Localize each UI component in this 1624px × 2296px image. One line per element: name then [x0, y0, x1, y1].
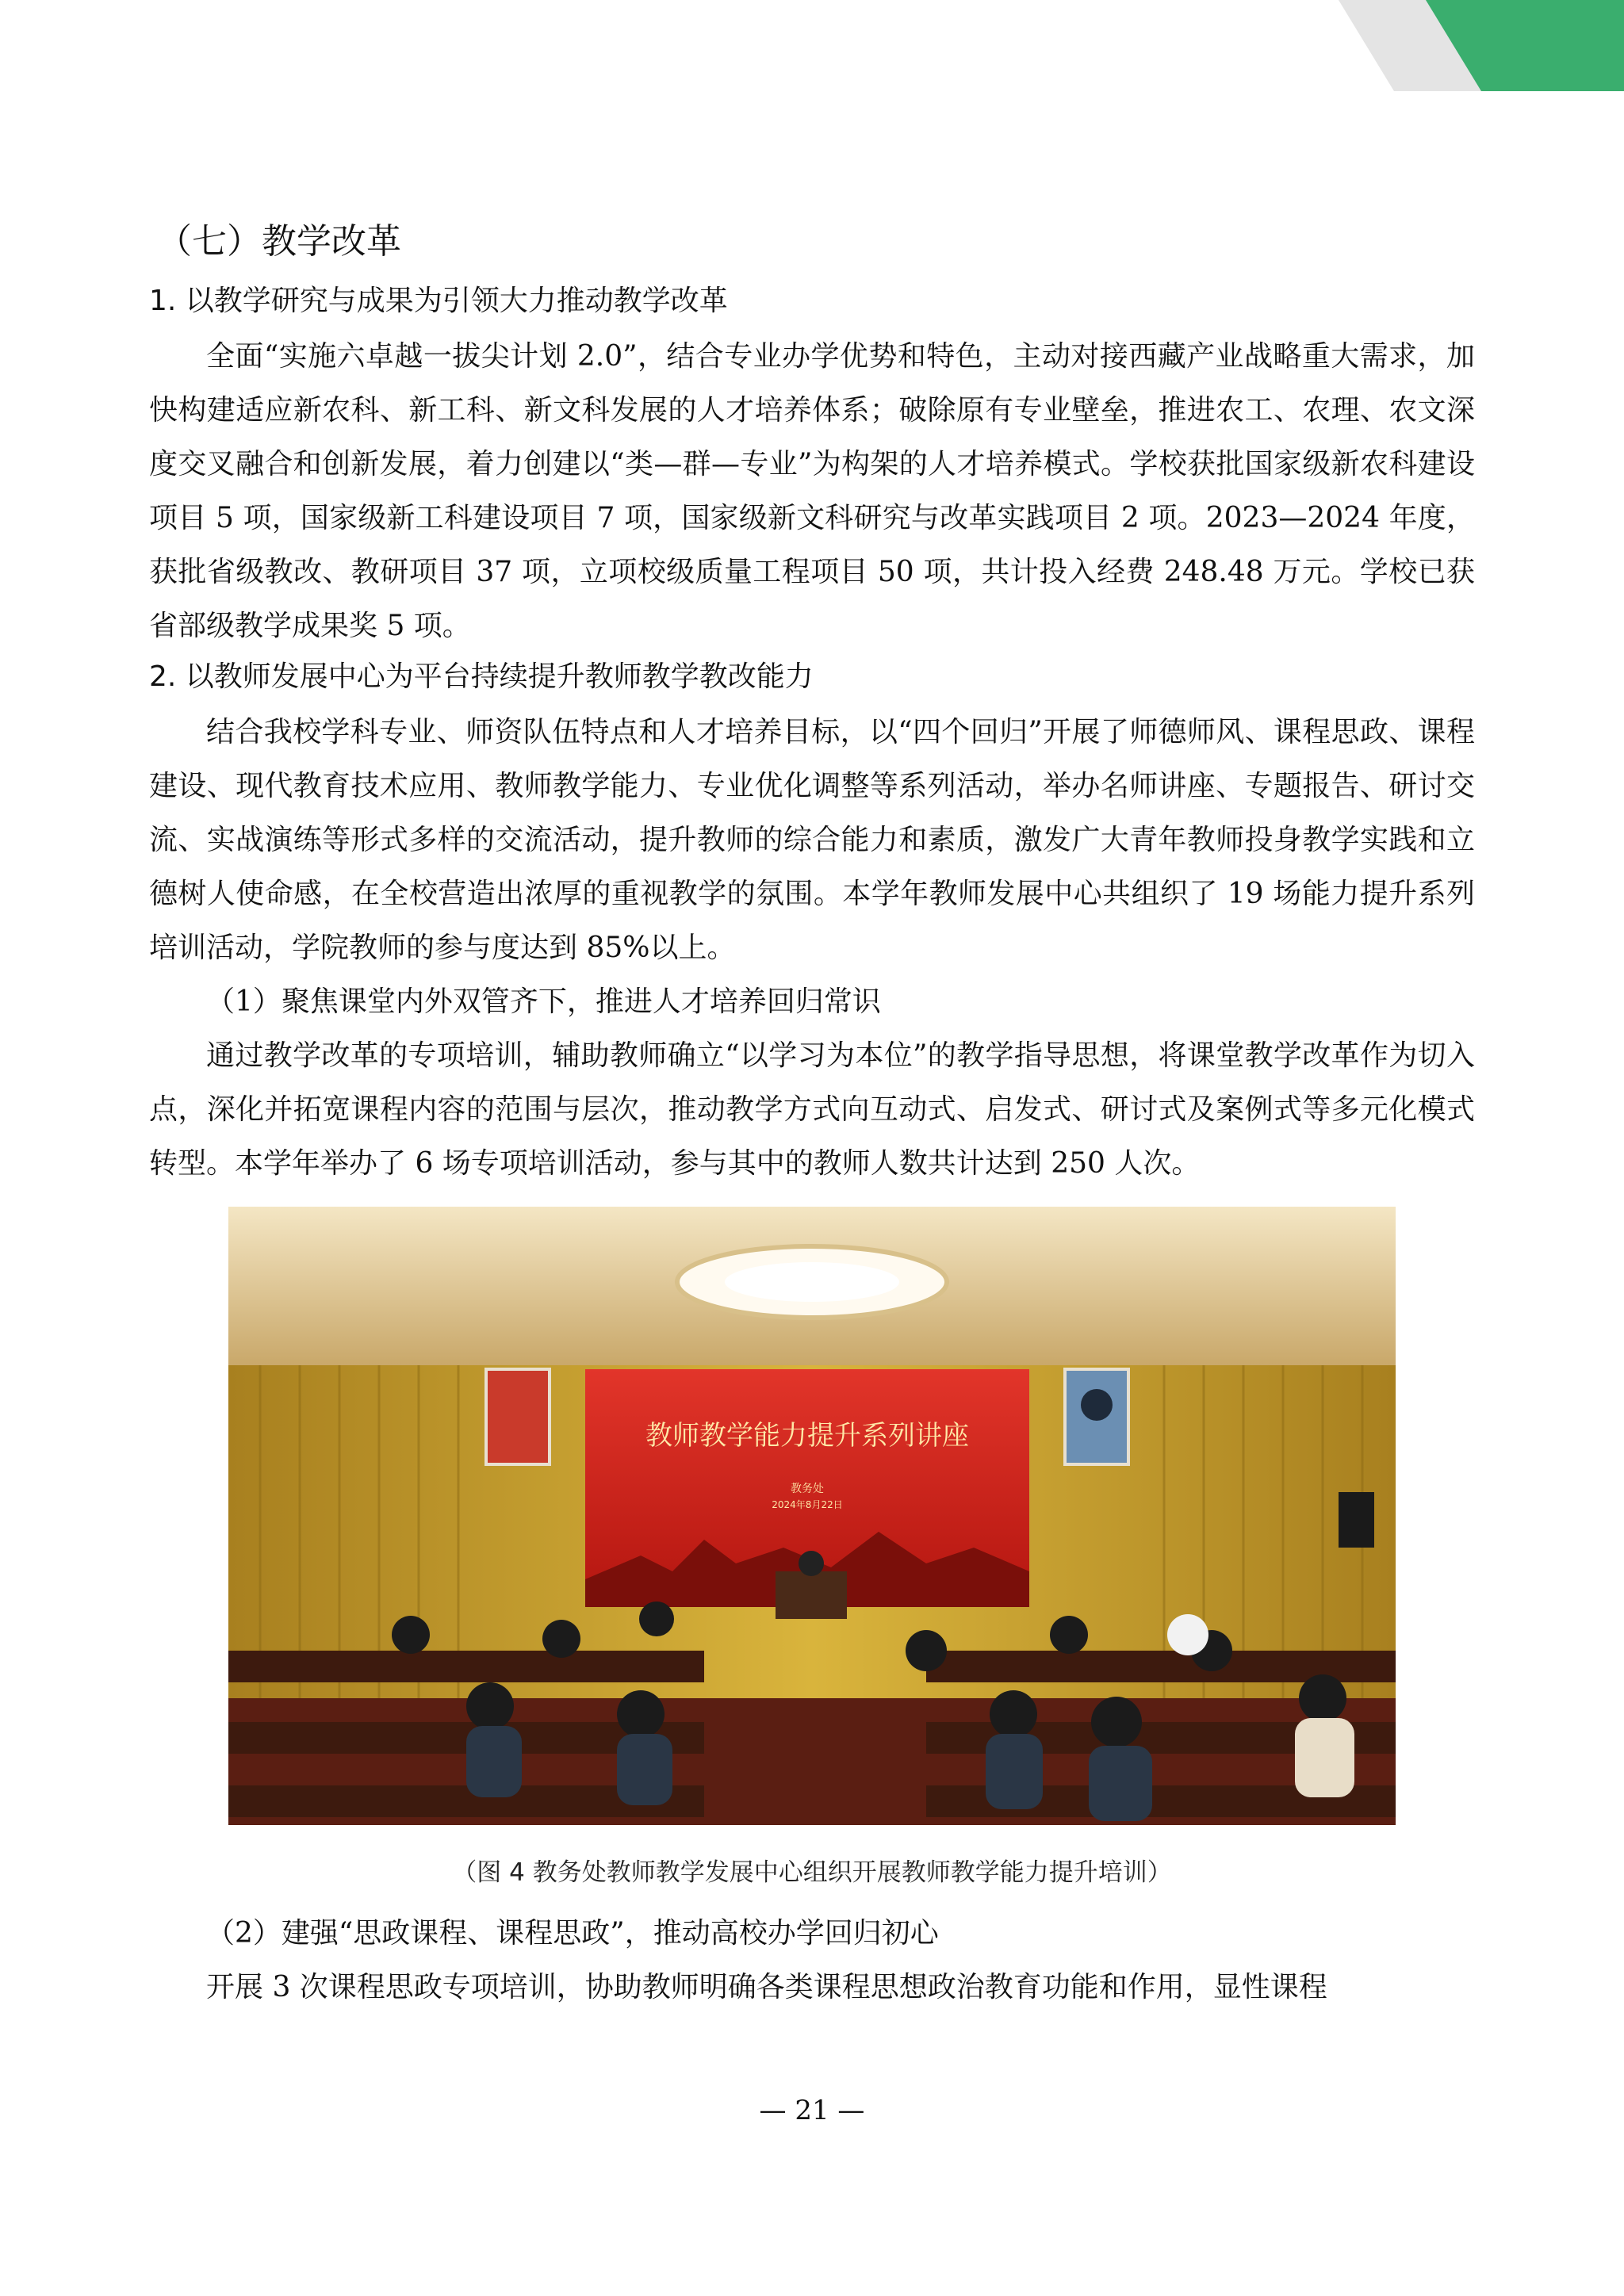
lecture-photo	[228, 1207, 1396, 1825]
banner-date: 2024年8月22日	[772, 1499, 843, 1510]
subsection-1-paragraph: 全面“实施六卓越一拔尖计划 2.0”，结合专业办学优势和特色，主动对接西藏产业战略重大需求，加快构建适应新农科、新工科、新文科发展的人才培养体系；破除原有专业壁垒，推进农工、农理、农文深度交叉融合和创新发展，着力创建以“类—群—专业”为构架的人才培养模式。学校获批国家级新农科建设项目 5 项，国家级新工科建设项目 7 项，国家级新文科研究与改革实践项目 2 项。2023—2024 年度，获批省级教改、教研项目 37 项，立项校级质量工程项目 50 项，共计投入经费 248.48 万元。学校已获省部级教学成果奖 5 项。	[149, 340, 1475, 642]
banner-org: 教务处	[791, 1483, 824, 1495]
section-title: （七）教学改革	[157, 221, 401, 262]
figure-caption: （图 4 教务处教师教学发展中心组织开展教师教学能力提升培训）	[452, 1858, 1172, 1887]
subsection-2-paragraph: 结合我校学科专业、师资队伍特点和人才培养目标，以“四个回归”开展了师德师风、课程思政、课程建设、现代教育技术应用、教师教学能力、专业优化调整等系列活动，举办名师讲座、专题报告、研讨交流、实战演练等形式多样的交流活动，提升教师的综合能力和素质，激发广大青年教师投身教学实践和立德树人使命感，在全校营造出浓厚的重视教学的氛围。本学年教师发展中心共组织了 19 场能力提升系列培训活动，学院教师的参与度达到 85%以上。	[149, 716, 1475, 964]
item-1-paragraph: 通过教学改革的专项培训，辅助教师确立“以学习为本位”的教学指导思想，将课堂教学改革作为切入点，深化并拓宽课程内容的范围与层次，推动教学方式向互动式、启发式、研讨式及案例式等多元化模式转型。本学年举办了 6 场专项培训活动，参与其中的教师人数共计达到 250 人次。	[149, 1039, 1475, 1180]
banner-title: 教师教学能力提升系列讲座	[645, 1420, 969, 1452]
item-2-title: （2）建强“思政课程、课程思政”，推动高校办学回归初心	[206, 1917, 939, 1950]
page-content	[149, 212, 1475, 2015]
page-number: — 21 —	[759, 2095, 865, 2126]
item-2-paragraph: 开展 3 次课程思政专项培训，协助教师明确各类课程思想政治教育功能和作用，显性课程	[206, 1971, 1327, 2003]
subsection-1-heading: 1. 以教学研究与成果为引领大力推动教学改革	[149, 285, 728, 317]
subsection-2-heading: 2. 以教师发展中心为平台持续提升教师教学教改能力	[149, 660, 814, 693]
corner-decoration	[1243, 0, 1624, 91]
item-1-title: （1）聚焦课堂内外双管齐下，推进人才培养回归常识	[206, 985, 881, 1018]
